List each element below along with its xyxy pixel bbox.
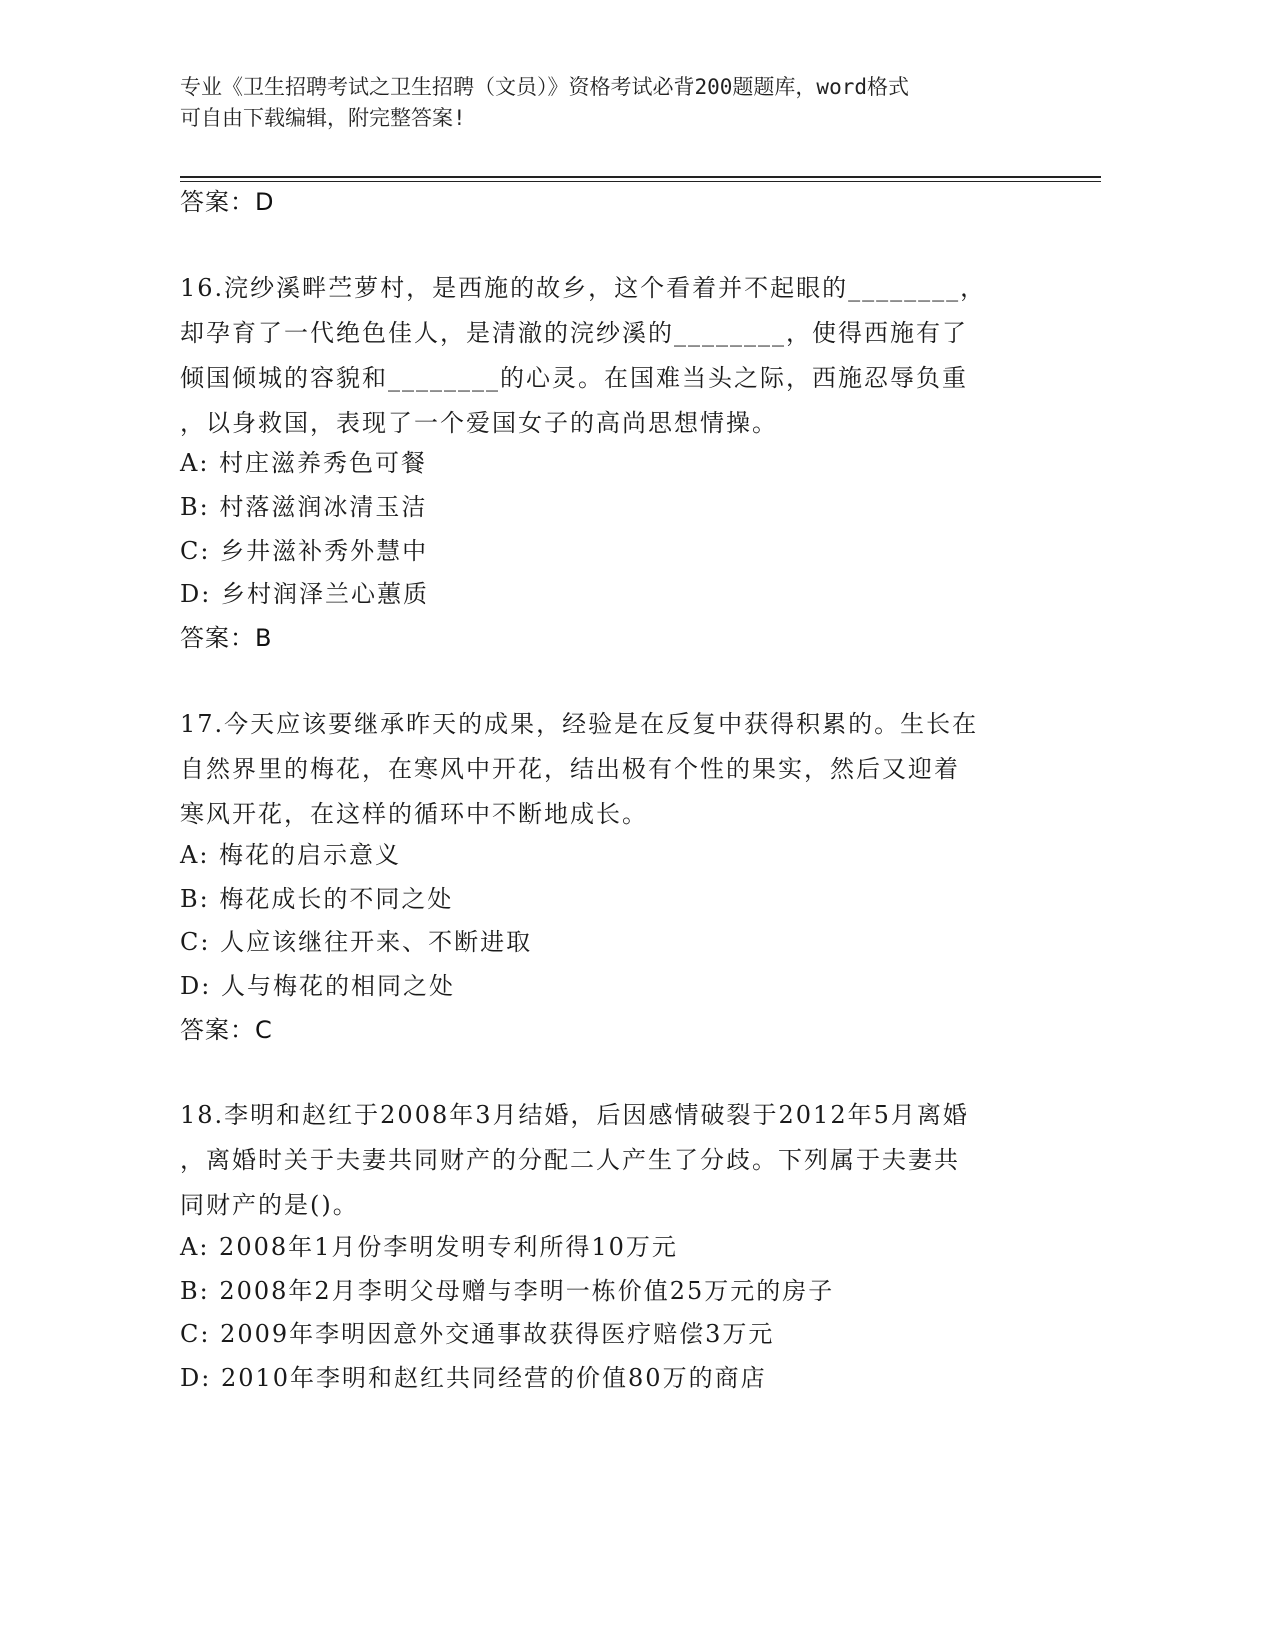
document-header: [180, 72, 1040, 134]
question-16-line: 16.浣纱溪畔苎萝村，是西施的故乡，这个看着并不起眼的________，: [180, 274, 987, 302]
answer-prev: 答案：D: [180, 188, 275, 216]
question-16-text: [180, 266, 1060, 446]
question-17-text: [180, 702, 1060, 837]
header-line-2: 可自由下载编辑，附完整答案!: [180, 106, 466, 130]
question-16-option-b: B: 村落滋润冰清玉洁: [180, 493, 428, 521]
question-17-option-a: A: 梅花的启示意义: [180, 841, 402, 869]
question-17-line: 17.今天应该要继承昨天的成果，经验是在反复中获得积累的。生长在: [180, 710, 979, 738]
question-16-line: 却孕育了一代绝色佳人，是清澈的浣纱溪的________，使得西施有了: [180, 319, 968, 347]
question-16-answer: 答案：B: [180, 624, 273, 652]
question-18-option-d: D: 2010年李明和赵红共同经营的价值80万的商店: [180, 1364, 767, 1392]
question-17-line: 自然界里的梅花，在寒风中开花，结出极有个性的果实，然后又迎着: [180, 755, 960, 783]
question-18-option-c: C: 2009年李明因意外交通事故获得医疗赔偿3万元: [180, 1320, 775, 1348]
question-16-option-a: A: 村庄滋养秀色可餐: [180, 449, 428, 477]
question-18-text: [180, 1093, 1060, 1228]
question-18-line: ，离婚时关于夫妻共同财产的分配二人产生了分歧。下列属于夫妻共: [180, 1146, 960, 1174]
question-16-line: ，以身救国，表现了一个爱国女子的高尚思想情操。: [180, 409, 778, 437]
question-18-option-a: A: 2008年1月份李明发明专利所得10万元: [180, 1233, 678, 1261]
question-18-option-b: B: 2008年2月李明父母赠与李明一栋价值25万元的房子: [180, 1277, 835, 1305]
question-17-option-d: D: 人与梅花的相同之处: [180, 972, 455, 1000]
question-17-option-b: B: 梅花成长的不同之处: [180, 885, 454, 913]
question-17-line: 寒风开花，在这样的循环中不断地成长。: [180, 800, 648, 828]
header-divider-thin: [180, 181, 1101, 182]
question-17-option-c: C: 人应该继往开来、不断进取: [180, 928, 533, 956]
question-18-line: 18.李明和赵红于2008年3月结婚，后因感情破裂于2012年5月离婚: [180, 1101, 969, 1129]
question-18-line: 同财产的是()。: [180, 1191, 359, 1219]
question-16-option-c: C: 乡井滋补秀外慧中: [180, 537, 429, 565]
header-divider-thick: [180, 176, 1101, 178]
question-17-answer: 答案：C: [180, 1016, 273, 1044]
question-16-option-d: D: 乡村润泽兰心蕙质: [180, 580, 429, 608]
question-16-line: 倾国倾城的容貌和________的心灵。在国难当头之际，西施忍辱负重: [180, 364, 968, 392]
header-line-1: 专业《卫生招聘考试之卫生招聘（文员）》资格考试必背200题题库，word格式: [180, 75, 909, 99]
